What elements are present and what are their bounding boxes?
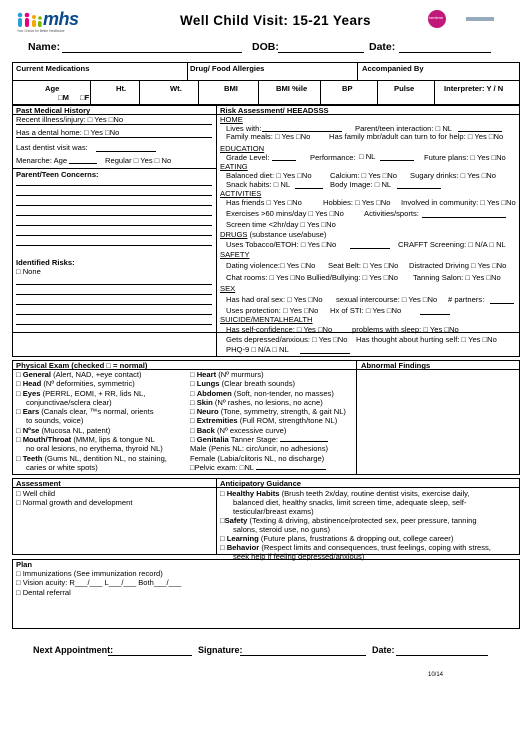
exam-lungs[interactable]: □ Lungs (Clear breath sounds) xyxy=(190,379,296,389)
grade-level-label: Grade Level: xyxy=(226,153,270,162)
centene-logo xyxy=(428,10,518,30)
sleep-problems-field[interactable]: problems with sleep: □ Yes □No xyxy=(352,325,459,334)
anticipatory-guidance-heading: Anticipatory Guidance xyxy=(220,479,302,488)
vision-acuity-field[interactable]: □ Vision acuity: R___/___ L___/___ Both___/___ xyxy=(16,578,182,587)
risks-line[interactable] xyxy=(16,304,212,305)
date-field[interactable] xyxy=(399,52,491,53)
current-medications-label: Current Medications xyxy=(16,64,90,73)
activities-sports-label: Activities/sports: xyxy=(364,209,419,218)
concerns-line[interactable] xyxy=(16,235,212,236)
age-label: Age xyxy=(45,84,60,93)
date-label: Date: xyxy=(369,41,396,53)
behavior-cont: seek help if feeling depressed/anxious) xyxy=(233,552,365,561)
drugs-heading-label: DRUGS xyxy=(220,230,248,239)
footer-date-field[interactable] xyxy=(396,655,488,656)
dating-violence-field[interactable]: Dating violence:□ Yes □No xyxy=(226,261,316,270)
concerns-heading: Parent/Teen Concerns: xyxy=(16,170,99,179)
safety-heading: SAFETY xyxy=(220,250,250,259)
sti-history-field[interactable]: Hx of STI: □ Yes □No xyxy=(330,306,402,315)
performance-label: Performance: xyxy=(310,153,356,162)
mhs-logo xyxy=(16,9,86,36)
dob-field[interactable] xyxy=(278,52,364,53)
footer-date-label: Date: xyxy=(372,645,395,655)
height-label: Ht. xyxy=(116,84,127,93)
centene-logo-text: centene xyxy=(429,15,444,20)
learning-checkbox[interactable]: □ Learning (Future plans, frustrations & dropping out, college career) xyxy=(220,534,454,543)
physical-exam-heading: Physical Exam (checked □ = normal) xyxy=(16,361,148,370)
home-heading: HOME xyxy=(220,115,243,124)
safety-cont: salons, steroid use, no guns) xyxy=(233,525,331,534)
family-meals-field[interactable]: Family meals: □ Yes □No xyxy=(226,132,311,141)
exam-eyes-cont: conjunctivae/sclera clear) xyxy=(26,397,112,407)
logo-text: mhs xyxy=(43,9,79,29)
exam-eyes[interactable]: □ Eyes (PERRL, EOMI, + RR, lids NL, xyxy=(16,388,146,398)
next-appointment-label: Next Appointment: xyxy=(33,645,114,655)
screen-time-field[interactable]: Screen time <2hr/day □ Yes □No xyxy=(226,220,336,229)
suicide-mental-health-heading: SUICIDE/MENTALHEALTH xyxy=(220,315,313,324)
tobacco-etoh-field[interactable]: Uses Tobacco/ETOH: □ Yes □No xyxy=(226,240,337,249)
concerns-line[interactable] xyxy=(16,245,212,246)
immunizations-checkbox[interactable]: □ Immunizations (See immunization record) xyxy=(16,569,163,578)
concerns-line[interactable] xyxy=(16,185,212,186)
pulse-label: Pulse xyxy=(394,84,415,93)
bmi-percentile-label: BMI %ile xyxy=(276,84,308,93)
logo-tagline: Your Choice for Better Healthcare xyxy=(17,29,65,33)
page-title: Well Child Visit: 15-21 Years xyxy=(180,13,371,28)
future-plans-field[interactable]: Future plans: □ Yes □No xyxy=(424,153,506,162)
exam-right-list xyxy=(190,370,354,472)
menarche-age-field[interactable] xyxy=(69,163,97,164)
activities-sports-field[interactable] xyxy=(422,217,506,218)
concerns-line[interactable] xyxy=(16,225,212,226)
signature-label: Signature: xyxy=(198,645,243,655)
exam-mouth-cont: no oral lesions, no erythema, thyroid NL) xyxy=(26,444,163,454)
dob-label: DOB: xyxy=(252,41,279,53)
signature-field[interactable] xyxy=(240,655,366,656)
abnormal-findings-heading: Abnormal Findings xyxy=(361,361,431,370)
normal-growth-checkbox[interactable]: □ Normal growth and development xyxy=(16,498,133,507)
recent-illness-field[interactable]: Recent illness/injury: □ Yes □No xyxy=(16,115,124,124)
exam-genitalia-female: Female (Labia/clitoris NL, no discharge) xyxy=(190,453,325,463)
last-dentist-label: Last dentist visit was: xyxy=(16,143,88,152)
exercises-field[interactable]: Exercises >60 mins/day □ Yes □No xyxy=(226,209,344,218)
depressed-anxious-field[interactable]: Gets depressed/anxious: □ Yes □No xyxy=(226,335,348,344)
concerns-line[interactable] xyxy=(16,195,212,196)
healthy-habits-checkbox[interactable]: □ Healthy Habits (Brush teeth 2x/day, routine dentist visits, exercise daily, xyxy=(220,489,470,498)
distracted-driving-field[interactable]: Distracted Driving □ Yes □No xyxy=(409,261,507,270)
exam-mouth-throat[interactable]: □ Mouth/Throat (MMM, lips & tongue NL xyxy=(16,435,155,445)
partner-logo-mark xyxy=(466,17,494,21)
exam-nose[interactable]: □ Nºse (Mucosa NL, patent) xyxy=(16,425,111,435)
performance-nl-checkbox[interactable]: □ NL xyxy=(359,152,376,161)
exam-extremities[interactable]: □ Extremities (Full ROM, strength/tone NL) xyxy=(190,416,338,426)
menarche-regular-field[interactable]: Regular □ Yes □ No xyxy=(105,156,172,165)
risks-none-checkbox[interactable]: □ None xyxy=(16,267,41,276)
balanced-diet-field[interactable]: Balanced diet: □ Yes □No xyxy=(226,171,312,180)
concerns-line[interactable] xyxy=(16,215,212,216)
self-confidence-field[interactable]: Has self-confidence: □ Yes □No xyxy=(226,325,333,334)
family-figures-icon xyxy=(16,12,46,28)
drugs-subheading: (substance use/abuse) xyxy=(247,230,327,239)
partners-field[interactable] xyxy=(490,303,514,304)
exam-ears-cont: to sounds, voice) xyxy=(26,416,84,426)
hobbies-field[interactable]: Hobbies: □ Yes □No xyxy=(323,198,391,207)
exam-teeth-cont: caries or white spots) xyxy=(26,462,98,472)
exam-genitalia[interactable]: □ Genitalia Tanner Stage: xyxy=(190,435,354,444)
bp-label: BP xyxy=(342,84,353,93)
exam-teeth[interactable]: □ Teeth (Gums NL, dentition NL, no staining, xyxy=(16,453,167,463)
accompanied-by-label: Accompanied By xyxy=(362,64,424,73)
body-image-field[interactable]: Body Image: □ NL xyxy=(330,180,392,189)
partners-label: # partners: xyxy=(448,295,485,304)
risks-line[interactable] xyxy=(16,324,212,325)
activities-heading: ACTIVITIES xyxy=(220,189,262,198)
snack-habits-field[interactable]: Snack habits: □ NL xyxy=(226,180,291,189)
exam-neuro[interactable]: □ Neuro (Tone, symmetry, strength, & gait NL) xyxy=(190,407,346,417)
sex-m-checkbox[interactable]: □M xyxy=(58,93,69,102)
exam-pelvic[interactable]: □Pelvic exam: □NL xyxy=(190,463,354,472)
safety-checkbox[interactable]: □Safety (Texting & driving, abstinence/protected sex, peer pressure, tanning xyxy=(220,516,477,525)
eating-heading: EATING xyxy=(220,162,248,171)
drug-food-allergies-label: Drug/ Food Allergies xyxy=(190,64,265,73)
performance-field[interactable] xyxy=(380,160,414,161)
involved-community-field[interactable]: Involved in community: □ Yes □No xyxy=(401,198,516,207)
exam-left-list xyxy=(16,370,188,472)
oral-sex-field[interactable]: Has had oral sex: □ Yes □No xyxy=(226,295,323,304)
bmi-label: BMI xyxy=(224,84,238,93)
uses-protection-field[interactable]: Uses protection: □ Yes □No xyxy=(226,306,319,315)
adult-to-turn-to-field[interactable]: Has family mbr/adult can turn to for help: □ Yes □No xyxy=(329,132,504,141)
exam-heart[interactable]: □ Heart (Nº murmurs) xyxy=(190,370,264,379)
tanning-salon-field[interactable]: Tanning Salon: □ Yes □No xyxy=(413,273,501,282)
healthy-habits-cont: balanced diet, healthy snacks, limit screen time, adequate sleep, self- xyxy=(233,498,467,507)
sugary-drinks-field[interactable]: Sugary drinks: □ Yes □No xyxy=(410,171,496,180)
heeadsss-heading: Risk Assessment/ HEEADSSS xyxy=(220,106,329,115)
plan-heading: Plan xyxy=(16,560,33,569)
drugs-heading xyxy=(220,230,326,239)
exam-ears[interactable]: □ Ears (Canals clear, ™s normal, orients xyxy=(16,407,154,417)
identified-risks-heading: Identified Risks: xyxy=(16,258,75,267)
parent-teen-interaction-field[interactable]: Parent/teen interaction: □ NL xyxy=(355,124,453,133)
menarche-label: Menarche: Age xyxy=(16,156,68,165)
seat-belt-field[interactable]: Seat Belt: □ Yes □No xyxy=(328,261,399,270)
thoughts-of-self-harm-field[interactable]: Has thought about hurting self: □ Yes □No xyxy=(356,335,497,344)
risks-line[interactable] xyxy=(16,314,212,315)
interpreter-label: Interpreter: Y / N xyxy=(444,84,504,93)
sex-heading: SEX xyxy=(220,284,236,293)
phq9-field[interactable]: PHQ-9 □ N/A □ NL xyxy=(226,345,289,354)
concerns-line[interactable] xyxy=(16,205,212,206)
intercourse-field[interactable]: sexual intercourse: □ Yes □No xyxy=(336,295,438,304)
healthy-habits-cont: testicular/breast exams) xyxy=(233,507,314,516)
exam-genitalia-male: Male (Penis NL: circ/uncir, no adhesions) xyxy=(190,444,329,454)
weight-label: Wt. xyxy=(170,84,182,93)
has-friends-field[interactable]: Has friends □ Yes □No xyxy=(226,198,302,207)
risks-line[interactable] xyxy=(16,284,212,285)
exam-abdomen[interactable]: □ Abdomen (Soft, non-tender, no masses) xyxy=(190,388,334,398)
exam-skin[interactable]: □ Skin (Nº rashes, no lesions, no acne) xyxy=(190,397,323,407)
dental-referral-checkbox[interactable]: □ Dental referral xyxy=(16,588,71,597)
well-child-checkbox[interactable]: □ Well child xyxy=(16,489,56,498)
risks-line[interactable] xyxy=(16,294,212,295)
assessment-heading: Assessment xyxy=(16,479,61,488)
form-version: 10/14 xyxy=(428,672,444,678)
crafft-screening-field[interactable]: CRAFFT Screening: □ N/A □ NL xyxy=(398,240,506,249)
exam-head[interactable]: □ Head (Nº deformities, symmetric) xyxy=(16,379,135,389)
name-label: Name: xyxy=(28,41,61,53)
exam-general[interactable]: □ General (Alert, NAD, +eye contact) xyxy=(16,370,142,379)
chat-bullying-field[interactable]: Chat rooms: □ Yes □No Bullied/Bullying: □ Yes □No xyxy=(226,273,398,282)
last-dentist-field[interactable] xyxy=(96,151,156,152)
sex-f-checkbox[interactable]: □F xyxy=(80,93,90,102)
past-medical-history-heading: Past Medical History xyxy=(16,106,91,115)
grade-level-field[interactable] xyxy=(272,160,296,161)
calcium-field[interactable]: Calcium: □ Yes □No xyxy=(330,171,397,180)
education-heading: EDUCATION xyxy=(220,144,265,153)
dental-home-field[interactable]: Has a dental home: □ Yes □No xyxy=(16,128,120,137)
next-appointment-field[interactable] xyxy=(108,655,192,656)
name-field[interactable] xyxy=(62,52,242,53)
lives-with-label: Lives with: xyxy=(226,124,262,133)
behavior-checkbox[interactable]: □ Behavior (Respect limits and consequences, trust feelings, coping with stress, xyxy=(220,543,491,552)
exam-back[interactable]: □ Back (Nº excessive curve) xyxy=(190,425,287,435)
